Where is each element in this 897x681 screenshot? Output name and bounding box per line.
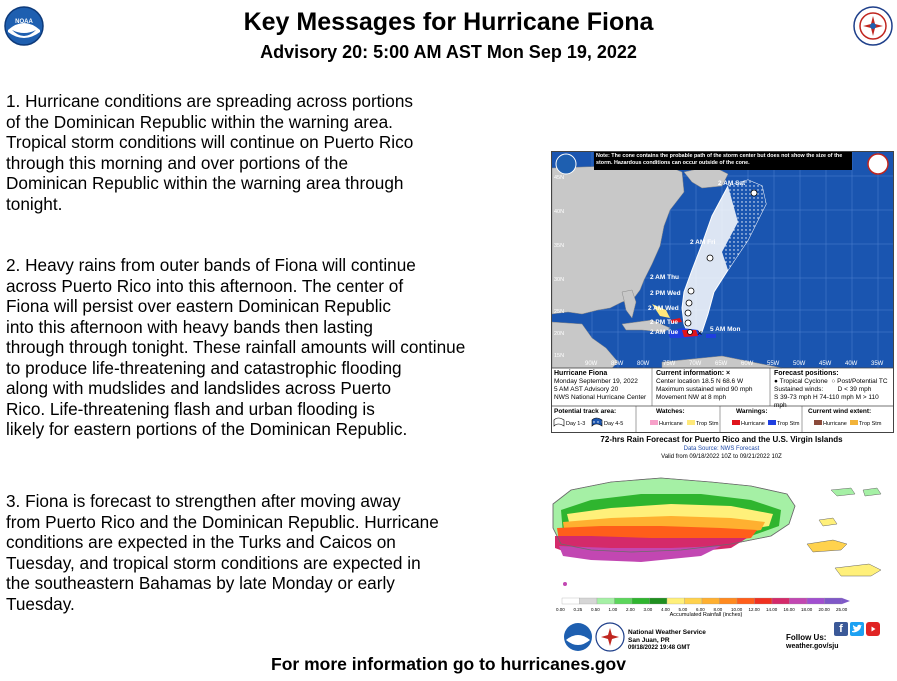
rainfall-scale-swatch <box>825 598 843 604</box>
message-line: likely for eastern portions of the Dominican Republic. <box>6 419 408 439</box>
message-line: Tuesday. <box>6 593 75 614</box>
footer-link-text: For more information go to hurricanes.gov <box>271 654 626 674</box>
rainfall-scale-swatch <box>807 598 825 604</box>
current-info-title: Current information: × <box>656 370 731 377</box>
forecast-item: D < 39 mph <box>837 386 872 393</box>
forecast-item: M > 110 mph <box>774 394 879 409</box>
message-line: Tuesday, and tropical storm conditions are expected in <box>6 552 421 573</box>
forecast-time-label: 2 PM Wed <box>650 290 681 297</box>
twitter-icon[interactable] <box>850 622 864 636</box>
nws-office-name: National Weather Service <box>628 629 706 636</box>
key-message-2 <box>6 255 536 440</box>
current-info-line: Movement NW at 8 mph <box>656 394 727 401</box>
rainfall-scale-label: 4.00 <box>661 607 670 612</box>
rainfall-scale-label: 2.00 <box>626 607 635 612</box>
lat-label: 35N <box>554 243 565 249</box>
message-line: 1. Hurricane conditions are spreading across portions <box>6 91 413 111</box>
message-line: of the Dominican Republic within the warning area. <box>6 111 393 132</box>
st-john-island <box>863 488 881 496</box>
message-line: through through tonight. These rainfall amounts will continue <box>6 337 466 357</box>
storm-info <box>554 370 650 402</box>
lon-label: 40W <box>845 361 858 367</box>
lat-label: 15N <box>554 353 565 359</box>
rainfall-scale-swatch <box>580 598 598 604</box>
message-line: from Puerto Rico and the Dominican Republic. Hurricane <box>6 511 439 532</box>
legend-warning-item: Trop Stm <box>777 421 800 427</box>
message-line: conditions are expected in the Turks and Caicos on <box>6 532 396 552</box>
rainfall-scale-swatch <box>720 598 738 604</box>
lon-label: 90W <box>585 361 598 367</box>
forecast-time-label: 5 AM Mon <box>710 326 741 333</box>
rainfall-scale-label: 12.00 <box>748 607 760 612</box>
legend-track-item: Day 1-3 <box>566 421 586 427</box>
page-title: Key Messages for Hurricane Fiona <box>243 8 654 36</box>
rainfall-scale-label: 18.00 <box>801 607 813 612</box>
map-nws-logo <box>868 154 888 174</box>
lon-label: 35W <box>871 361 884 367</box>
st-thomas-island <box>831 488 855 496</box>
rainfall-scale-label: 20.00 <box>818 607 830 612</box>
current-info-line: Center location 18.5 N 68.6 W <box>656 378 744 385</box>
legend-warning-item: Hurricane <box>741 421 765 427</box>
rainfall-scale-label: 25.00 <box>836 607 848 612</box>
key-message-1 <box>6 91 536 214</box>
rainfall-scale-swatch <box>650 598 668 604</box>
message-line: into this afternoon with heavy bands then lasting <box>6 316 373 337</box>
rain-map-title: 72-hrs Rain Forecast for Puerto Rico and the U.S. Virgin Islands <box>600 435 843 444</box>
lat-label: 25N <box>554 309 565 315</box>
forecast-time-label: 2 AM Fri <box>690 239 716 246</box>
rainfall-scale-label: 10.00 <box>731 607 743 612</box>
rainfall-scale-swatch <box>667 598 685 604</box>
forecast-item: Sustained winds: <box>774 386 824 393</box>
map-noaa-logo <box>556 154 576 174</box>
nws-sju-nws-logo <box>595 622 625 657</box>
puerto-rico-warning <box>706 334 716 338</box>
follow-us-label: Follow Us: <box>786 633 827 642</box>
forecast-time-label: 2 AM Sat <box>718 180 746 187</box>
message-line: the southeastern Bahamas by late Monday or early <box>6 573 395 593</box>
storm-info-line: Monday September 19, 2022 <box>554 378 638 385</box>
rainfall-scale-swatch <box>737 598 755 604</box>
message-line: through this morning and over portions of the <box>6 152 349 173</box>
rainfall-scale-swatch <box>755 598 773 604</box>
nws-website[interactable]: weather.gov/sju <box>786 643 839 650</box>
legend-watch-title: Watches: <box>656 408 685 415</box>
rainfall-scale-label: 0.25 <box>573 607 583 612</box>
lon-label: 50W <box>793 361 806 367</box>
hurricane-wind-swatch <box>814 420 822 425</box>
rainfall-scale-swatch <box>772 598 790 604</box>
ts-watch-swatch <box>687 420 695 425</box>
noaa-logo-text: NOAA <box>15 19 33 25</box>
rainfall-scale-label: 16.00 <box>783 607 795 612</box>
rainfall-scale-label: 0.50 <box>591 607 600 612</box>
rainfall-scale-swatch <box>562 598 580 604</box>
rainfall-scale-label: 14.00 <box>766 607 778 612</box>
vieques-island <box>807 540 847 552</box>
nws-office-location: San Juan, PR <box>628 637 670 644</box>
message-line: 3. Fiona is forecast to strengthen after moving away <box>6 491 401 511</box>
rainfall-scale-label: 6.00 <box>696 607 705 612</box>
message-line: Fiona will persist over eastern Dominican Republic <box>6 296 391 316</box>
storm-info-line: 5 AM AST Advisory 20 <box>554 386 619 393</box>
lon-label: 45W <box>819 361 832 367</box>
legend-track-title: Potential track area: <box>554 408 617 415</box>
advisory-subtitle: Advisory 20: 5:00 AM AST Mon Sep 19, 2022 <box>260 42 637 62</box>
forecast-item: H 74-110 mph <box>813 394 854 401</box>
track-cone-map <box>551 151 894 433</box>
forecast-time-label: 2 AM Thu <box>650 274 680 281</box>
message-line: 2. Heavy rains from outer bands of Fiona will continue <box>6 255 416 275</box>
lat-label: 30N <box>554 277 565 283</box>
current-info-line: Maximum sustained wind 90 mph <box>656 386 753 393</box>
rainfall-scale-swatch <box>632 598 650 604</box>
legend-wind-item: Hurricane <box>823 421 847 427</box>
current-position-icon: × <box>697 328 703 338</box>
st-croix-island <box>835 564 881 576</box>
lat-label: 45N <box>554 175 565 181</box>
legend-watch-item: Trop Stm <box>696 421 719 427</box>
hurricane-warning-swatch <box>732 420 740 425</box>
forecast-time-label: 2 PM Tue <box>650 319 679 326</box>
lon-label: 65W <box>715 361 728 367</box>
rain-map-valid-time: Valid from 09/18/2022 10Z to 09/21/2022 10Z <box>661 454 782 460</box>
cone-note-text: Note: The cone contains the probable path of the storm center but does not show the size of the storm. Hazardous conditions can occur outside of the cone. <box>596 153 843 166</box>
message-line: along with mudslides and landslides across Puerto <box>6 378 392 398</box>
rainfall-scale-label: 0.00 <box>556 607 565 612</box>
lat-label: 40N <box>554 209 565 215</box>
message-line: Tropical storm conditions will continue on Puerto Rico <box>6 132 414 152</box>
facebook-icon[interactable]: f <box>834 622 848 636</box>
legend-warning-title: Warnings: <box>736 408 768 415</box>
nws-timestamp: 09/18/2022 19:48 GMT <box>628 645 691 651</box>
rainfall-scale-label: 8.00 <box>713 607 723 612</box>
rainfall-scale-label: 5.00 <box>678 607 688 612</box>
hurricane-watch-swatch <box>650 420 658 425</box>
storm-name: Hurricane Fiona <box>554 370 608 377</box>
rain-map-source: Data Source: NWS Forecast <box>683 446 760 452</box>
lat-label: 20N <box>554 331 565 337</box>
forecast-positions <box>774 370 892 410</box>
day1-3-swatch <box>554 418 564 426</box>
lon-label: 55W <box>767 361 780 367</box>
legend-wind-item: Trop Stm <box>859 421 882 427</box>
ts-wind-swatch <box>850 420 858 425</box>
lon-label: 80W <box>637 361 650 367</box>
rainfall-scale-swatch <box>615 598 633 604</box>
forecast-item: S 39-73 mph <box>774 394 812 401</box>
legend-wind-title: Current wind extent: <box>808 408 872 415</box>
legend-track-item: Day 4-5 <box>604 421 624 427</box>
rainfall-scale-label: 1.00 <box>608 607 618 612</box>
storm-info-line: NWS National Hurricane Center <box>554 394 647 401</box>
forecast-time-label: 2 AM Tue <box>650 329 679 336</box>
message-line: tonight. <box>6 193 63 214</box>
message-line: to produce life-threatening and catastrophic flooding <box>6 357 402 378</box>
forecast-time-label: 2 AM Wed <box>648 305 679 312</box>
rainfall-scale-swatch <box>790 598 808 604</box>
forecast-item: ○ Post/Potential TC <box>831 378 888 385</box>
rainfall-scale-swatch <box>702 598 720 604</box>
message-line: Dominican Republic within the warning area through <box>6 173 404 193</box>
lon-label: 60W <box>741 361 754 367</box>
rainfall-map <box>551 464 892 594</box>
ts-warning-swatch <box>768 420 776 425</box>
rainfall-scale-title: Accumulated Rainfall (inches) <box>669 612 743 618</box>
lon-label: 85W <box>611 361 624 367</box>
rainfall-scale-swatch <box>597 598 615 604</box>
youtube-icon[interactable] <box>866 622 880 636</box>
culebra-island <box>819 518 837 526</box>
legend-watch-item: Hurricane <box>659 421 683 427</box>
forecast-title: Forecast positions: <box>774 370 839 377</box>
lon-label: 75W <box>663 361 676 367</box>
day4-5-swatch <box>592 418 602 426</box>
current-information <box>656 370 768 402</box>
lon-label: 70W <box>689 361 702 367</box>
rainfall-scale-swatch <box>685 598 703 604</box>
key-message-3 <box>6 491 536 614</box>
nws-sju-noaa-logo <box>563 622 593 657</box>
mona-island <box>563 582 567 586</box>
rainfall-scale-label: 3.00 <box>643 607 653 612</box>
scale-arrow-icon <box>842 598 850 604</box>
message-line: Rico. Life-threatening flash and urban flooding is <box>6 398 375 419</box>
forecast-item: ● Tropical Cyclone <box>774 378 828 385</box>
message-line: across Puerto Rico into this afternoon. The center of <box>6 275 404 296</box>
